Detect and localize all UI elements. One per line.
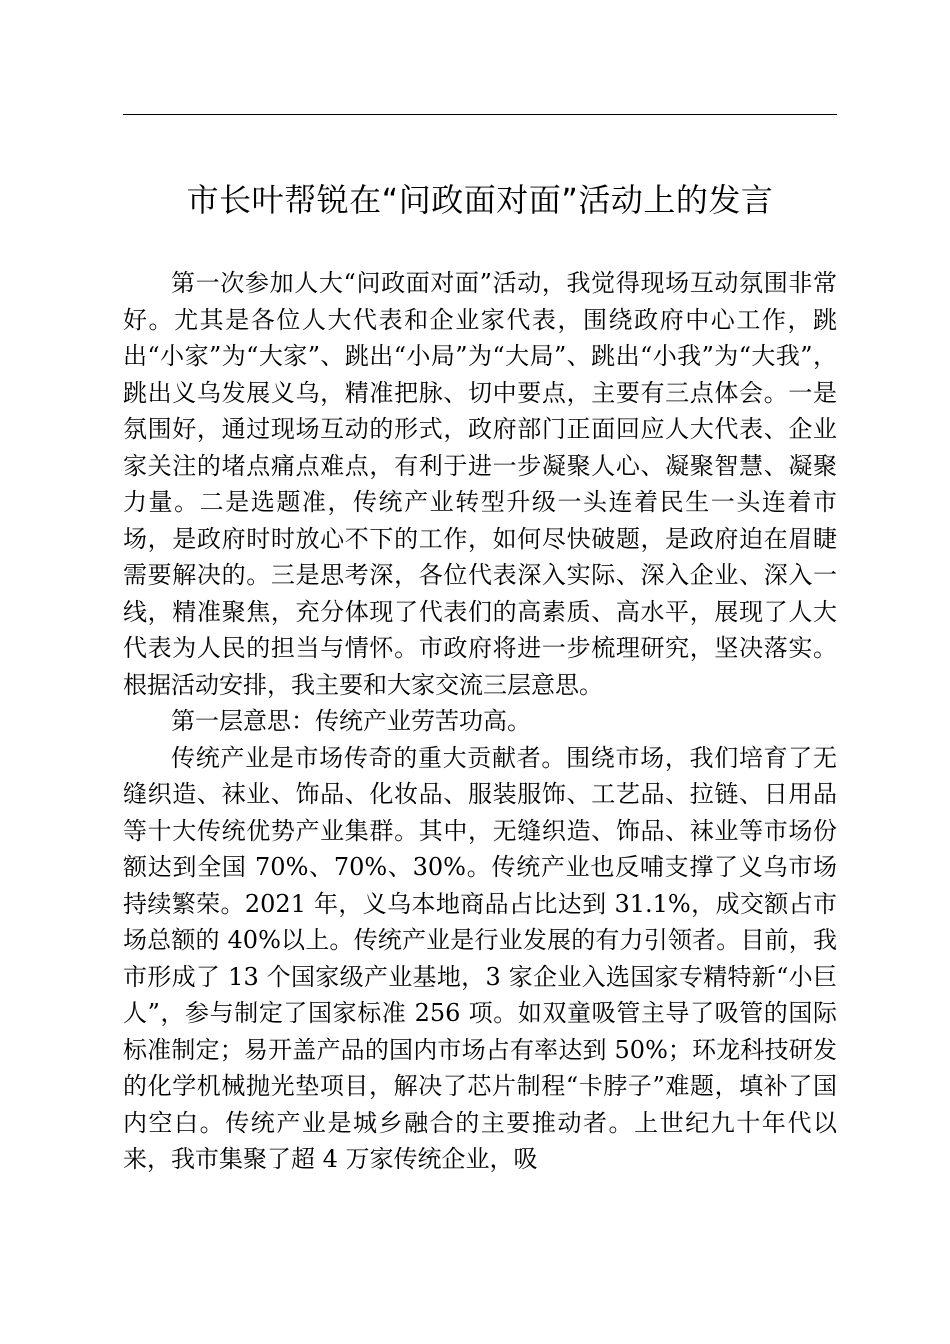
header-rule [123,114,837,115]
document-body [123,265,837,1178]
document-title: 市长叶帮锐在“问政面对面”活动上的发言 [186,181,774,219]
paragraph-section-heading: 第一层意思：传统产业劳苦功高。 [171,707,531,735]
paragraph-traditional-industry: 传统产业是市场传奇的重大贡献者。围绕市场，我们培育了无缝织造、袜业、饰品、化妆品、服装服饰、工艺品、拉链、日用品等十大传统优势产业集群。其中，无缝织造、饰品、袜业等市场份额达到全国 70%、70%、30%。传统产业也反哺支撑了义乌市场持续繁荣。2021 年，义乌本地商品占比达到 31.1%，成交额占市场总额的 40%以上。传统产业是行业发展的有力引领者。目前，我市形成了 13 个国家级产业基地，3 家企业入选国家专精特新“小巨人”，参与制定了国家标准 256 项。如双童吸管主导了吸管的国际标准制定；易开盖产品的国内市场占有率达到 50%；环龙科技研发的化学机械抛光垫项目，解决了芯片制程“卡脖子”难题，填补了国内空白。传统产业是城乡融合的主要推动者。上世纪九十年代以来，我市集聚了超 4 万家传统企业，吸 [123,743,837,1173]
paragraph-intro: 第一次参加人大“问政面对面”活动，我觉得现场互动氛围非常好。尤其是各位人大代表和企业家代表，围绕政府中心工作，跳出“小家”为“大家”、跳出“小局”为“大局”、跳出“小我”为“大我”，跳出义乌发展义乌，精准把脉、切中要点，主要有三点体会。一是氛围好，通过现场互动的形式，政府部门正面回应人大代表、企业家关注的堵点痛点难点，有利于进一步凝聚人心、凝聚智慧、凝聚力量。二是选题准，传统产业转型升级一头连着民生一头连着市场，是政府时时放心不下的工作，如何尽快破题，是政府迫在眉睫需要解决的。三是思考深，各位代表深入实际、深入企业、深入一线，精准聚焦，充分体现了代表们的高素质、高水平，展现了人大代表为人民的担当与情怀。市政府将进一步梳理研究，坚决落实。根据活动安排，我主要和大家交流三层意思。 [123,269,837,699]
